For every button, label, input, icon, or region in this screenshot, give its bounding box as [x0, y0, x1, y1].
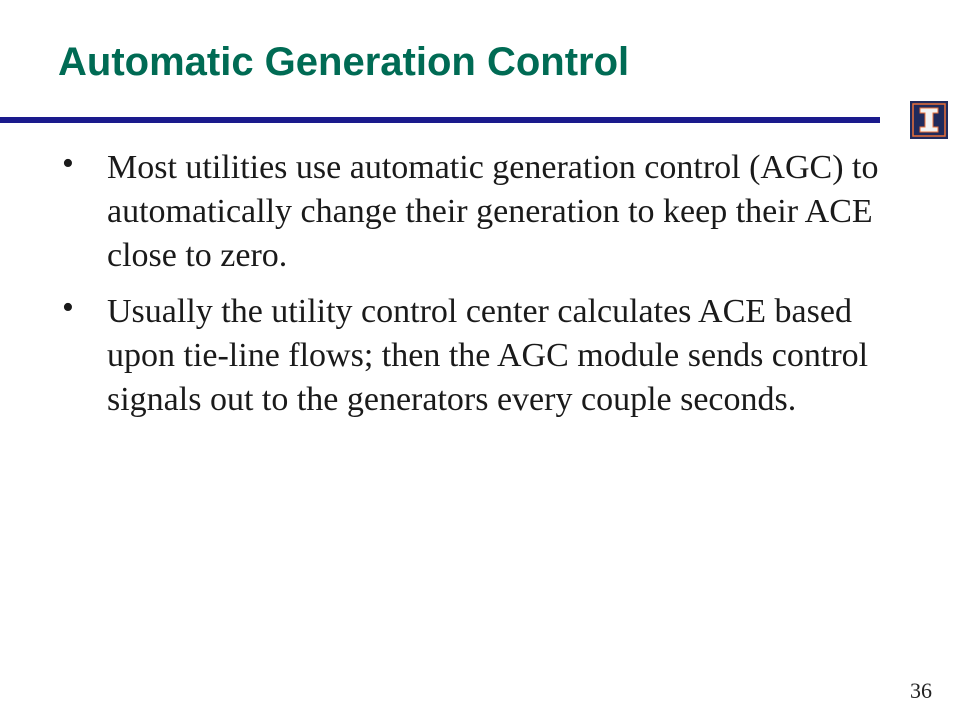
slide-title: Automatic Generation Control	[58, 40, 630, 84]
bullet-marker: •	[62, 289, 74, 326]
bullet-list	[60, 146, 890, 434]
bullet-item	[60, 146, 890, 278]
bullet-text: Most utilities use automatic generation control (AGC) to automatically change their generation to keep their ACE close to zero.	[107, 149, 879, 274]
illinois-block-i-icon	[910, 101, 948, 139]
bullet-text: Usually the utility control center calculates ACE based upon tie-line flows; then the AGC module sends control signals out to the generators every couple seconds.	[107, 293, 869, 418]
page-number: 36	[910, 678, 932, 703]
bullet-item	[60, 290, 890, 422]
bullet-marker: •	[62, 145, 74, 182]
title-underline-rule	[0, 117, 880, 123]
